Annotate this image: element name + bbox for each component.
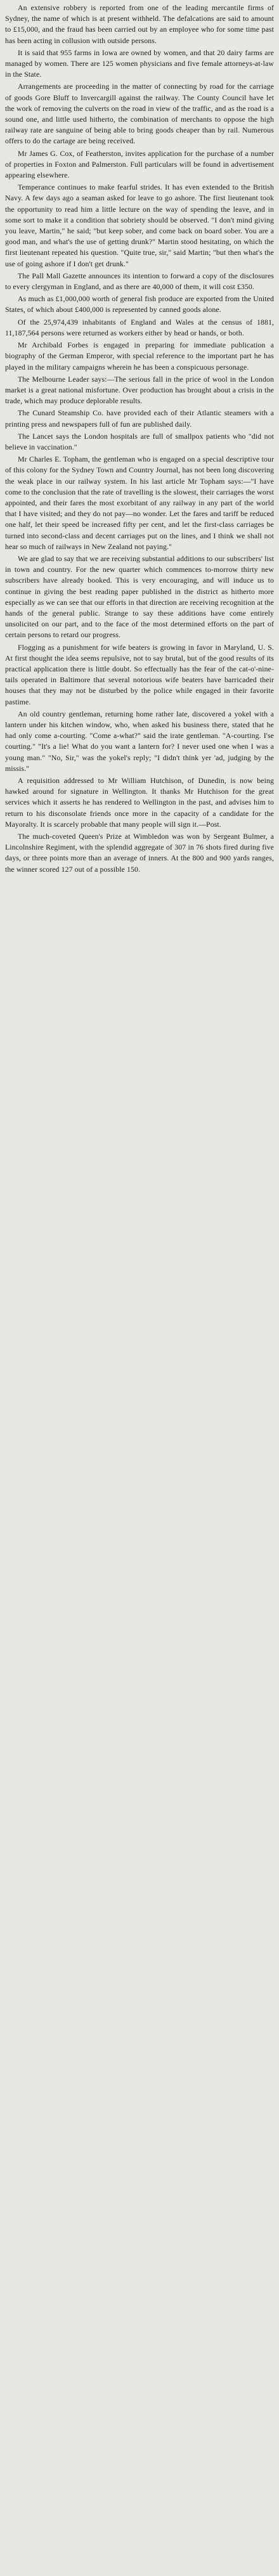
news-item-robbery: An extensive robbery is reported from one of the leading mercantile firms of Sydney, the name of which is at present withheld. The defalcations are said to amount to £15,000, and the fraud has been carried out by an employee who for some time past has been acting in collusion with outside persons.	[5, 3, 274, 45]
news-item-cox-properties: Mr James G. Cox, of Featherston, invites application for the purchase of a number of properties in Foxton and Palmerston. Full particulars will be found in advertisement appearing elsewhere.	[5, 148, 274, 180]
news-item-iowa-women: It is said that 955 farms in Iowa are owned by women, and that 20 dairy farms are managed by women. There are 125 women physicians and five female attorneys-at-law in the State.	[5, 48, 274, 79]
news-item-flogging: Flogging as a punishment for wife beaters is growing in favor in Maryland, U. S. At first thought the idea seems repulsive, not to say brutal, but of the good results of its practical application there is little doubt. So effectually has the fear of the cat-o'-nine-tails operated in Baltimore that several notorious wife beaters have barricaded their houses that they may not be disturbed by the police while engaged in their favorite pastime.	[5, 642, 274, 706]
news-item-courting-anecdote: An old country gentleman, returning home rather late, discovered a yokel with a lantern under his kitchen window, who, when asked his business there, stated that he had only come a-courting. "Come a-what?" said the irate gentleman. "A-courting. I'se courting." "It's a lie! What do you want a lantern for? I never used one when I was a young man." "No, Sir," was the yokel's reply; "I didn't think yer 'ad, judging by the missis."	[5, 709, 274, 773]
news-item-fish-produce: As much as £1,000,000 worth of general fish produce are exported from the United States, of which about £400,000 is represented by canned goods alone.	[5, 294, 274, 314]
news-item-pall-mall-gazette: The Pall Mall Gazette announces its intention to forward a copy of the disclosures to every clergyman in England, and as there are 40,000 of them, it will cost £350.	[5, 271, 274, 292]
news-item-hutchison-requisition: A requisition addressed to Mr William Hutchison, of Dunedin, is now being hawked around for signature in Wellington. It thanks Mr Hutchison for the great services which it asserts he has rendered to Wellington in the past, and advises him to return to his disconsolate friends once more in the capacity of a candidate for the Mayoralty. It is scarcely probable that many people will sign it.—Post.	[5, 776, 274, 829]
news-item-subscribers: We are glad to say that we are receiving substantial additions to our subscribers' list in town and country. For the new quarter which commences to-morrow thirty new subscribers have already booked. This is very encouraging, and will induce us to continue in giving the best reading paper published in the district as hitherto more especially as we can see that our efforts in that direction are receiving recognition at the hands of the general public. Strange to say these additions have come entirely unsolicited on our part, and to the face of the most determined efforts on the part of certain persons to retard our progress.	[5, 553, 274, 640]
news-item-temperance-navy: Temperance continues to make fearful strides. It has even extended to the British Navy. A few days ago a seaman asked for leave to go ashore. The first lieutenant took the opportunity to read him a little lecture on the way of spending the leave, and in some sort to make it a condition that sobriety should be observed. "I don't mind giving you leave, Martin," he said; "but keep sober, and come back on board sober. You are a good man, and what's the use of getting drunk?" Martin stood hesitating, on which the first lieutenant repeated his question. "Quite true, sir," said Martin; "but then what's the use of going ashore if I don't get drunk."	[5, 183, 274, 268]
news-item-queens-prize: The much-coveted Queen's Prize at Wimbledon was won by Sergeant Bulmer, a Lincolnshire Regiment, with the splendid aggregate of 307 in 76 shots fired during five days, or three points more than an average of inners. At the 800 and 900 yards ranges, the winner scored 127 out of a possible 150.	[5, 832, 274, 874]
news-column	[5, 3, 274, 875]
news-item-gore-road-cartage: Arrangements are proceeding in the matter of connecting by road for the carriage of goods Gore Bluff to Invercargill against the railway. The County Council have let the work of removing the culverts on the road in view of the traffic, and as the road is a sound one, and little used hitherto, the combination of merchants to oppose the high railway rate are sanguine of being able to bring goods cheaper than by rail. Numerous offers to do the cartage are being received.	[5, 82, 274, 146]
news-item-cunard-press: The Cunard Steamship Co. have provided each of their Atlantic steamers with a printing press and newspapers full of fun are published daily.	[5, 408, 274, 429]
news-item-lancet-smallpox: The Lancet says the London hospitals are full of smallpox patients who "did not believe in vaccination."	[5, 431, 274, 451]
news-item-forbes-biography: Mr Archibald Forbes is engaged in preparing for immediate publication a biography of the German Emperor, with special reference to the important part he has played in the military campaigns wherein he has been a conspicuous personage.	[5, 340, 274, 372]
news-item-topham-railways: Mr Charles E. Topham, the gentleman who is engaged on a special descriptive tour of this colony for the Sydney Town and Country Journal, has not been long discovering the weak place in our railway system. In his last article Mr Topham says:—"I have come to the conclusion that the rate of travelling is the slowest, their carriages the worst appointed, and their fares the most exorbitant of any railway in any part of the world that I have visited; and they do not pay—no wonder. Let the fares and tariff be reduced one half, let their speed be increased fifty per cent, and let the first-class carriages be turned into second-class and decent carriages put on the lines, and I think we shall not hear so much of railways in New Zealand not paying."	[5, 455, 274, 551]
news-item-wool-price: The Melbourne Leader says:—The serious fall in the price of wool in the London market is a great national misfortune. Over production has brought about a crisis in the trade, which may produce deplorable results.	[5, 374, 274, 406]
news-item-census: Of the 25,974,439 inhabitants of England and Wales at the census of 1881, 11,187,564 persons were returned as workers either by head or hands, or both.	[5, 317, 274, 337]
